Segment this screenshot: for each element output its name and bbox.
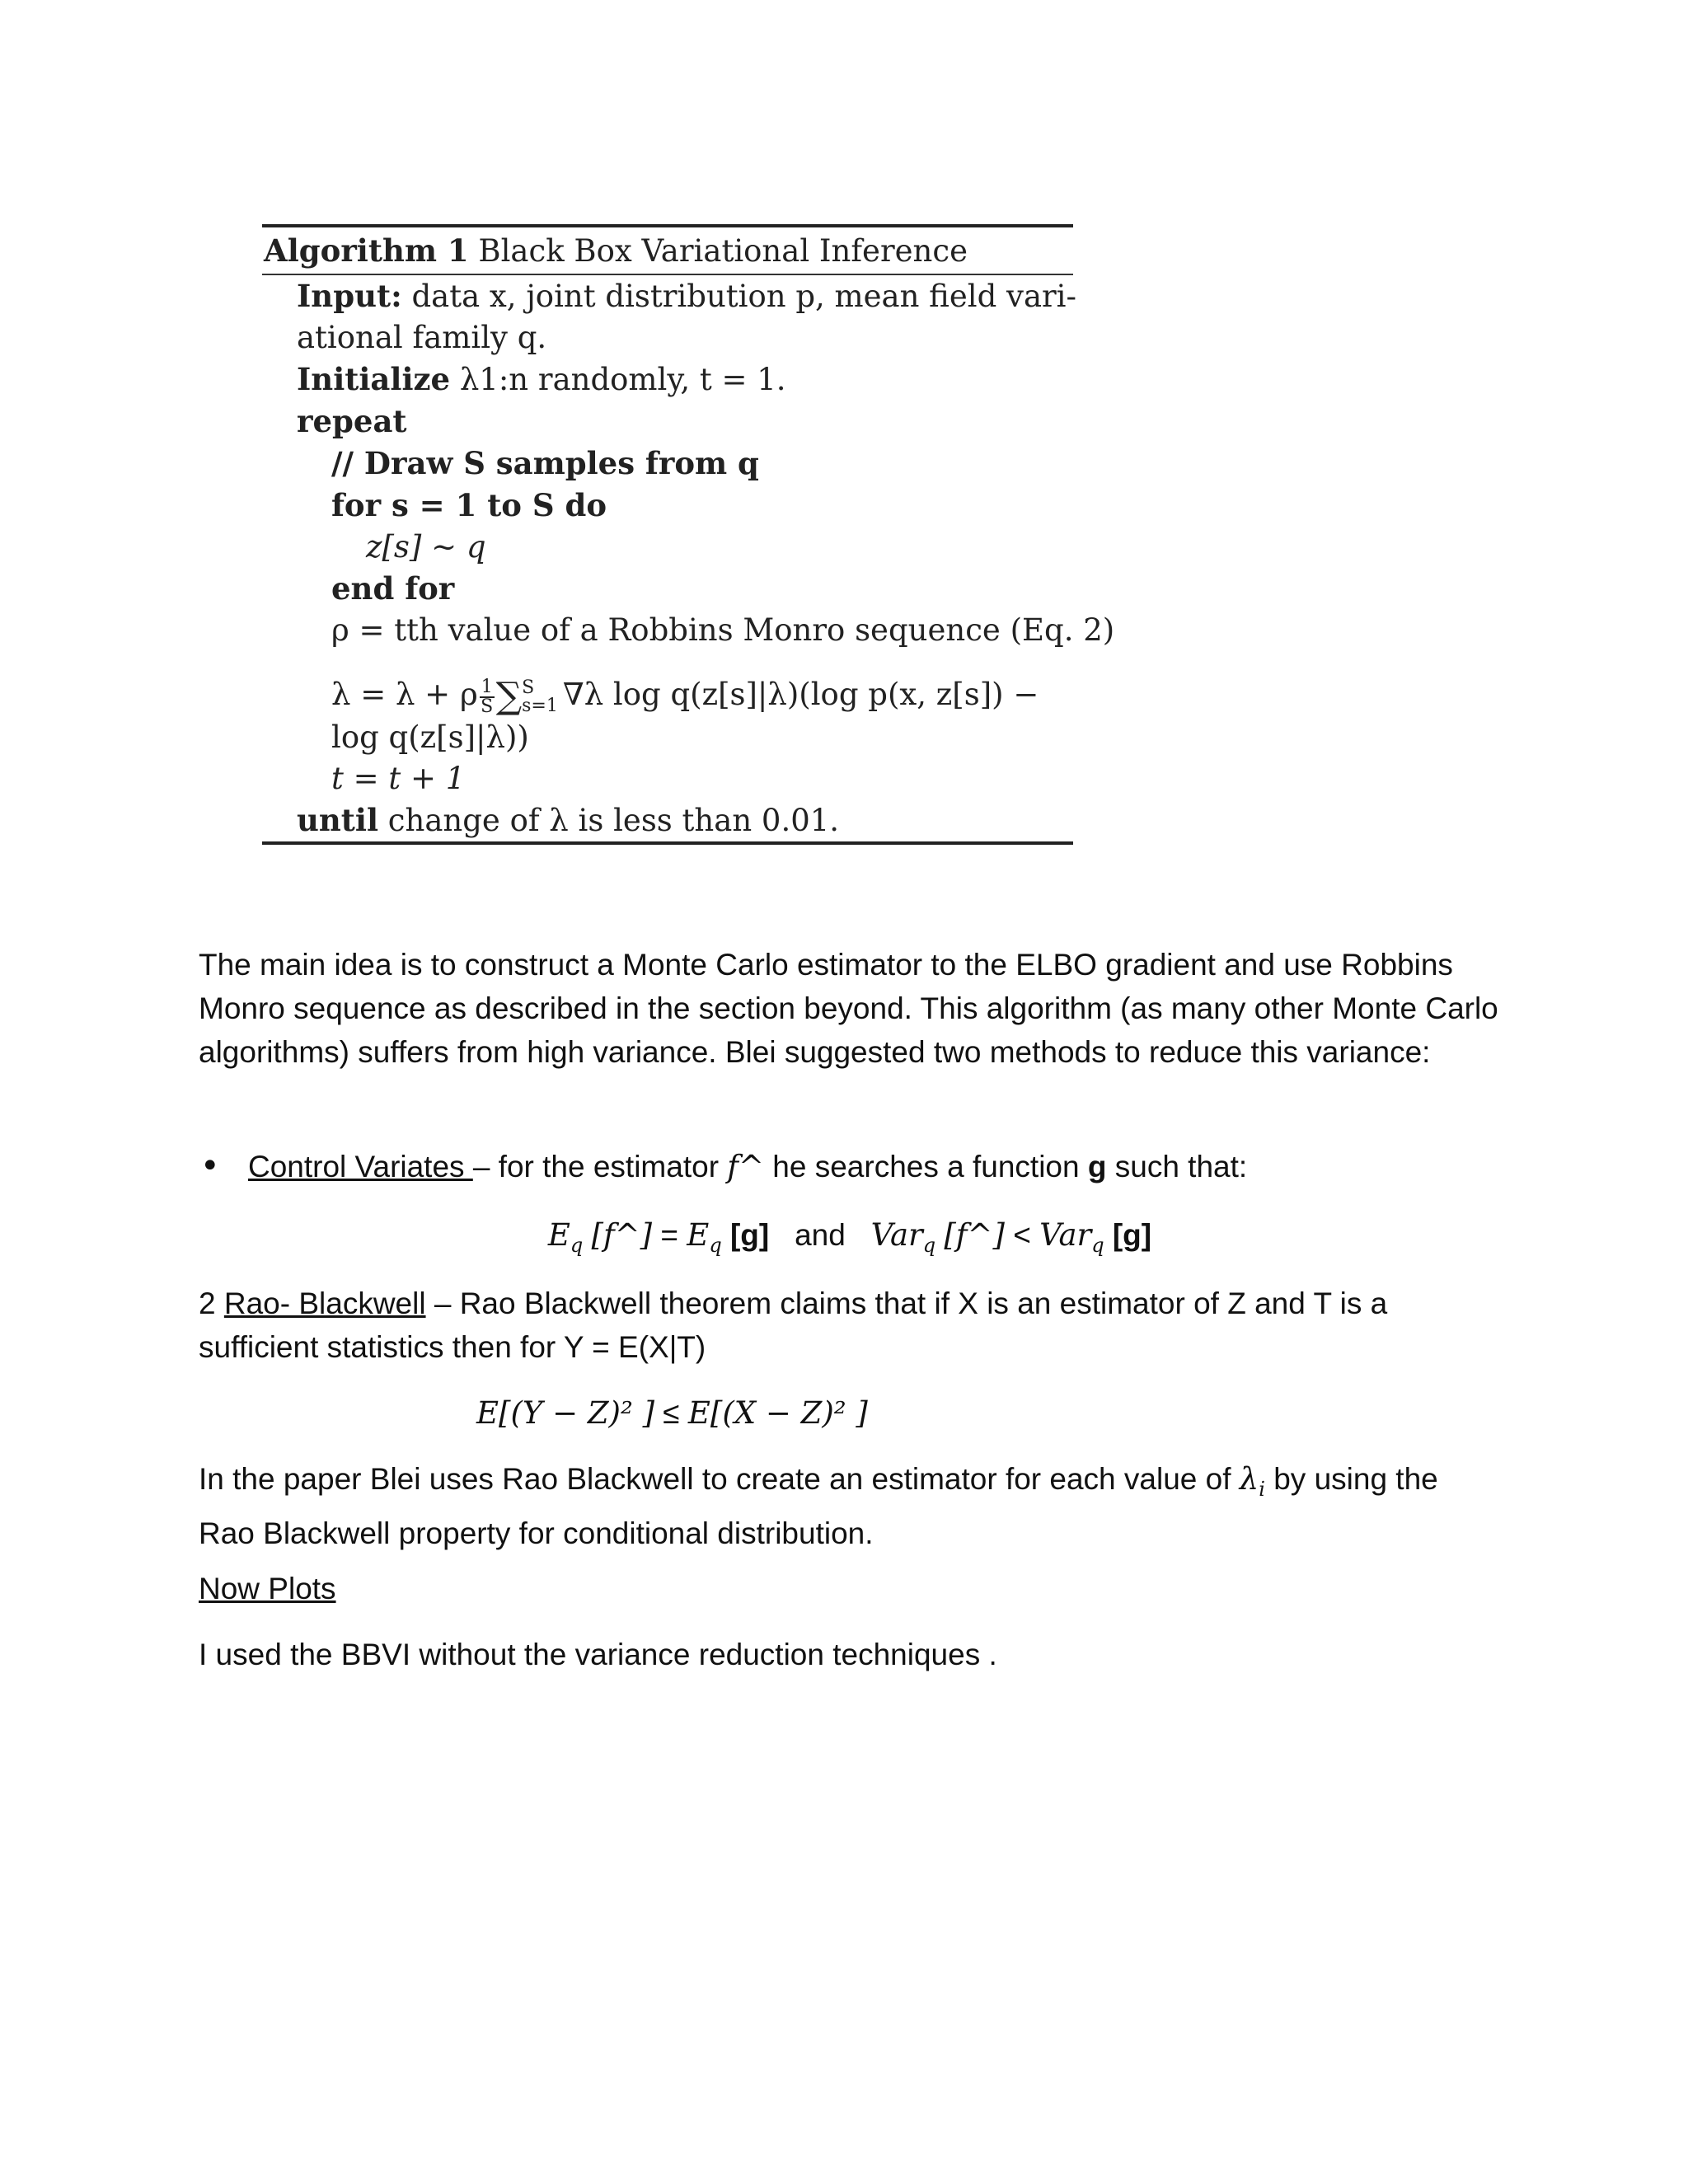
- eq1-var-right: Var: [1039, 1217, 1092, 1253]
- equation-control-variates: [199, 1213, 1501, 1268]
- algorithm-comment-line: [262, 443, 1073, 485]
- paragraph-bbvi: I used the BBVI without the variance reduction techniques .: [199, 1638, 997, 1671]
- for-text: for s = 1 to S do: [331, 487, 607, 523]
- eq1-var-rhs-arg: [g]: [1112, 1218, 1152, 1252]
- algorithm-for-line: [262, 485, 1073, 527]
- bullet-text-c: such that:: [1106, 1150, 1248, 1183]
- algorithm-t-update-line: [262, 758, 1073, 799]
- rho-text: ρ = tth value of a Robbins Monro sequence (Eq. 2): [331, 612, 1115, 648]
- eq1-var-q-left: q: [922, 1234, 936, 1257]
- eq1-var-left: Var: [870, 1217, 923, 1253]
- rao-number: 2: [199, 1286, 224, 1320]
- algorithm-caption: [262, 227, 1073, 274]
- t-update-text: t = t + 1: [331, 761, 466, 796]
- algorithm-box: [262, 224, 1115, 845]
- g-symbol: g: [1087, 1150, 1107, 1183]
- algorithm-init-line: [262, 359, 1073, 401]
- algorithm-rho-line: [262, 610, 1115, 651]
- algorithm-input-line: [262, 275, 1077, 317]
- endfor-text: end for: [331, 570, 455, 607]
- lambda-symbol: λ: [1239, 1461, 1259, 1497]
- init-label: Initialize: [297, 361, 451, 397]
- input-label: Input:: [297, 278, 402, 314]
- eq1-E-left: E: [547, 1217, 570, 1253]
- eq1-q-left: q: [570, 1234, 584, 1257]
- eq1-lt: <: [1004, 1218, 1040, 1252]
- algorithm-update-line: [262, 674, 1073, 717]
- sum-sub: s=1: [522, 695, 558, 716]
- algorithm-sample-line: [262, 527, 1073, 568]
- algorithm-endfor-line: [262, 568, 1073, 610]
- bullet-control-variates: [248, 1145, 1501, 1188]
- control-variates-link[interactable]: Control Variates: [248, 1150, 473, 1183]
- eq1-var-q-right: q: [1091, 1234, 1104, 1257]
- eq1-rhs-arg: [g]: [729, 1218, 770, 1252]
- until-text: change of λ is less than 0.01.: [387, 803, 840, 838]
- algorithm-spacer: [262, 651, 1073, 674]
- update-frac-den: S: [481, 696, 494, 717]
- algorithm-update-line-2: [262, 717, 1073, 758]
- eq1-q-right: q: [709, 1234, 722, 1257]
- rao-blackwell-link[interactable]: Rao- Blackwell: [223, 1286, 426, 1320]
- paragraph-rao-blackwell: [199, 1282, 1501, 1369]
- eq2-right: E[(X − Z)² ]: [687, 1395, 868, 1431]
- lambda-subscript: i: [1259, 1478, 1265, 1501]
- eq1-lhs-arg: [f^]: [591, 1217, 653, 1253]
- eq1-var-lhs-arg: [f^]: [944, 1217, 1005, 1253]
- eq1-equals: =: [652, 1218, 687, 1252]
- update-lhs: λ = λ + ρ: [331, 677, 478, 712]
- algorithm-bottom-rule: [262, 841, 1073, 845]
- update-line-2: log q(z[s]|λ)): [331, 719, 529, 755]
- bullet-text-a: – for the estimator: [472, 1150, 728, 1183]
- rao-text: – Rao Blackwell theorem claims that if X is an estimator of Z and T is a sufficient statistics then for Y = E(X|T): [199, 1286, 1388, 1364]
- heading-now-plots[interactable]: Now Plots: [199, 1572, 336, 1605]
- eq1-E-right: E: [687, 1217, 710, 1253]
- equation-rao-blackwell: [476, 1391, 1218, 1435]
- sum-limits: [522, 679, 558, 715]
- paragraph-2-a: In the paper Blei uses Rao Blackwell to create an estimator for each value of: [199, 1462, 1240, 1496]
- bullet-marker: •: [200, 1147, 220, 1185]
- update-fraction: [480, 678, 495, 716]
- repeat-label: repeat: [297, 403, 407, 439]
- comment-text: // Draw S samples from q: [331, 445, 759, 481]
- algorithm-caption-title: Black Box Variational Inference: [478, 233, 968, 269]
- paragraph-blei-rao: [199, 1457, 1501, 1555]
- algorithm-until-line: [262, 799, 1073, 841]
- until-label: until: [297, 802, 379, 838]
- sum-sup: S: [522, 677, 535, 698]
- sample-text: z[s] ∼ q: [366, 529, 486, 565]
- eq1-and: and: [795, 1218, 846, 1252]
- bullet-text-b: he searches a function: [764, 1150, 1088, 1183]
- paragraph-intro: The main idea is to construct a Monte Carlo estimator to the ELBO gradient and use Robbins Monro sequence as described in the section beyond. This algorithm (as many other Monte Carlo algorithms) suffers from high variance. Blei suggested two methods to reduce this variance:: [199, 948, 1498, 1069]
- algorithm-input-line-2: [262, 317, 1073, 359]
- paragraph-2-b: by using the Rao Blackwell property for conditional distribution.: [199, 1462, 1438, 1550]
- update-rhs: ∇λ log q(z[s]|λ)(log p(x, z[s]) −: [562, 677, 1039, 712]
- algorithm-repeat-line: [262, 401, 1073, 443]
- eq2-left: E[(Y − Z)² ]: [476, 1395, 655, 1431]
- sum-symbol: ∑: [495, 675, 523, 717]
- algorithm-caption-label: Algorithm 1: [264, 232, 469, 269]
- init-text: λ1:n randomly, t = 1.: [459, 362, 786, 397]
- eq2-le: ≤: [654, 1396, 688, 1430]
- f-hat-symbol: f^: [727, 1149, 764, 1184]
- input-text-2: ational family q.: [297, 320, 547, 355]
- update-frac-num: 1: [481, 676, 493, 697]
- input-text-1: data x, joint distribution p, mean field vari-: [411, 279, 1077, 314]
